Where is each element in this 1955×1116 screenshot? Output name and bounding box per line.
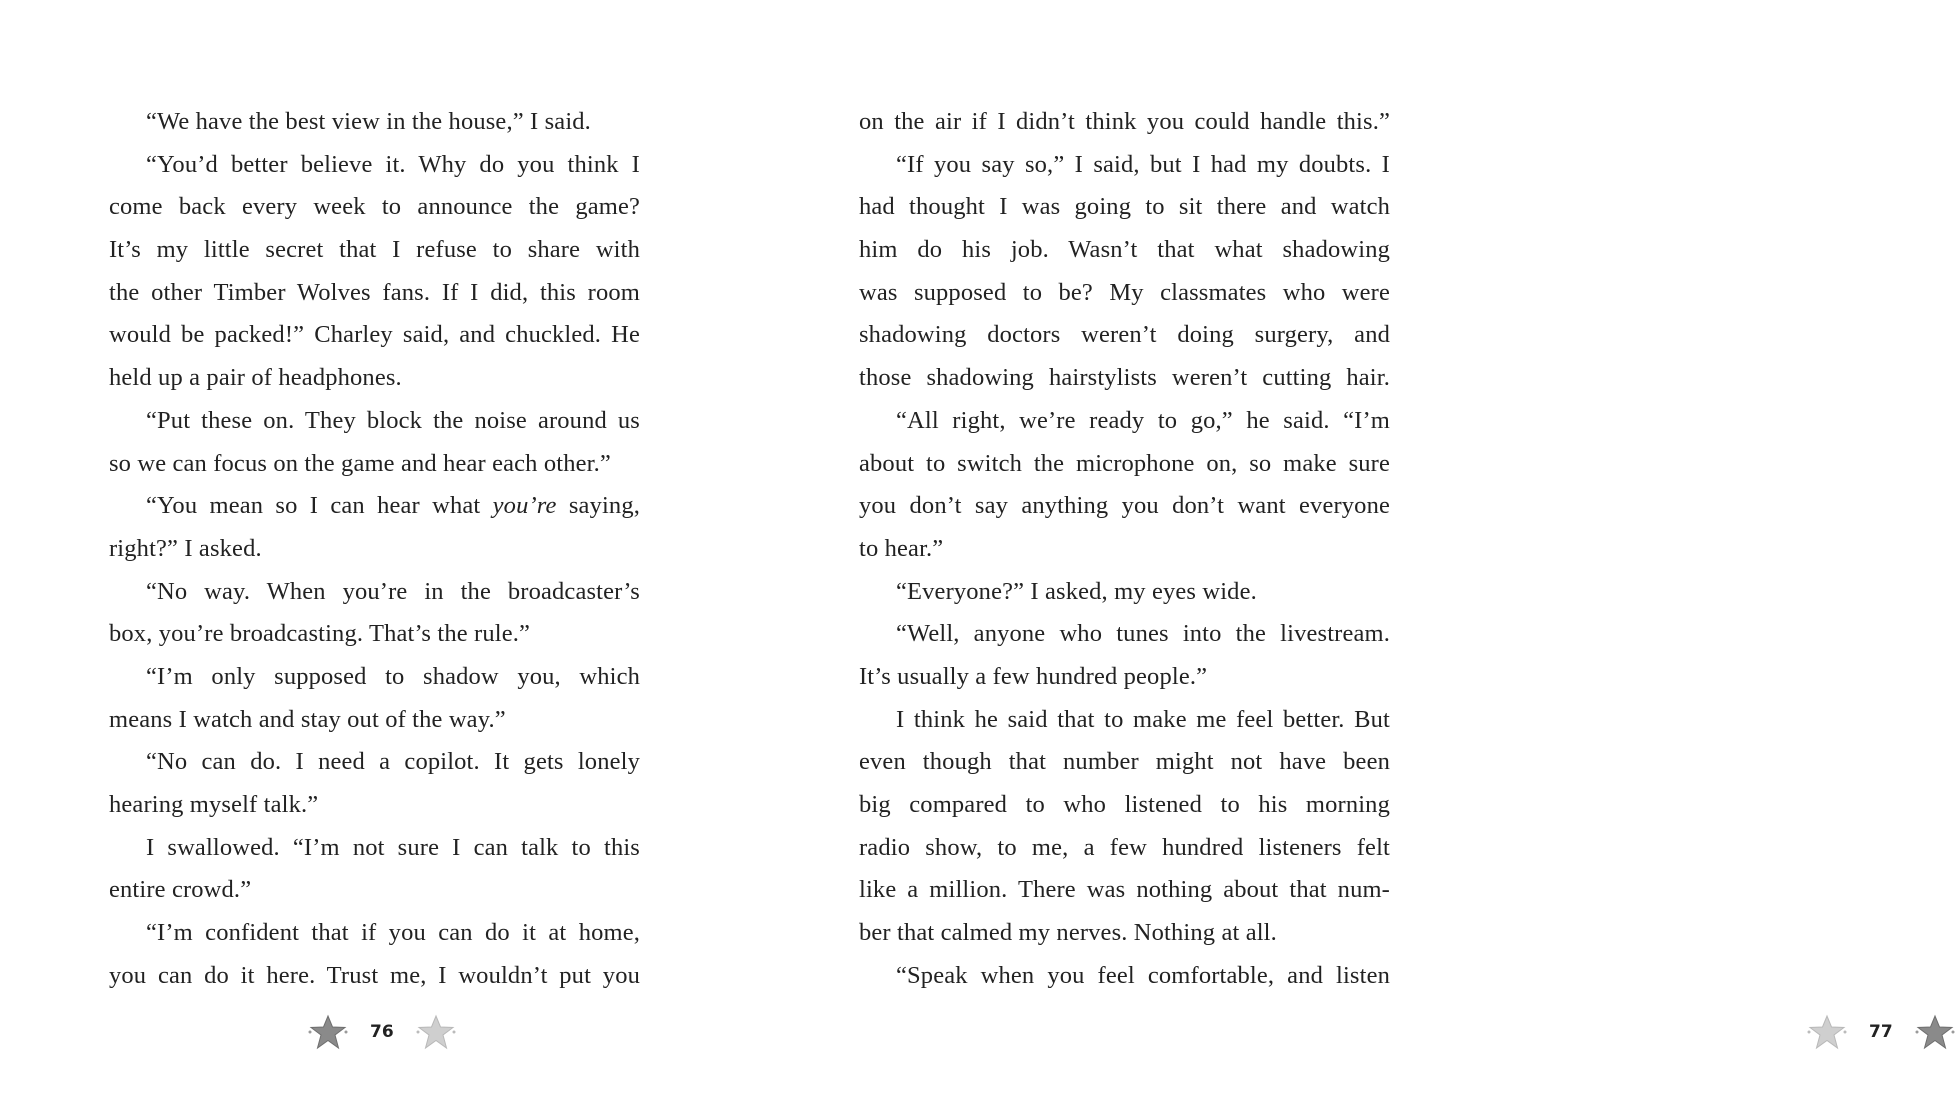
text-line: the other Timber Wolves fans. If I did, this room	[109, 278, 640, 306]
text-line: about to switch the microphone on, so make sure	[859, 449, 1390, 477]
text-segment: “You mean so I can hear what	[146, 492, 493, 520]
text-line: “Speak when you feel comfortable, and listen	[896, 961, 1390, 989]
text-line: would be packed!” Charley said, and chuckled. He	[109, 321, 640, 349]
text-line: means I watch and stay out of the way.”	[109, 705, 506, 733]
star-icon	[1915, 1014, 1955, 1050]
text-line: shadowing doctors weren’t doing surgery, and	[859, 321, 1390, 349]
left-page-text	[109, 101, 640, 997]
text-line: those shadowing hairstylists weren’t cutting hair.	[859, 364, 1390, 392]
text-line: “I’m only supposed to shadow you, which	[146, 662, 640, 690]
text-line: had thought I was going to sit there and watch	[859, 193, 1390, 221]
page-number: 76	[370, 1022, 394, 1042]
page-footer	[308, 1012, 456, 1052]
text-line: “You’d better believe it. Why do you think I	[146, 150, 640, 178]
text-line: “Well, anyone who tunes into the livestream.	[896, 620, 1390, 648]
text-line: him do his job. Wasn’t that what shadowing	[859, 236, 1390, 264]
text-line: It’s usually a few hundred people.”	[859, 662, 1208, 690]
left-page	[0, 0, 750, 1116]
text-line: “If you say so,” I said, but I had my doubts. I	[896, 150, 1390, 178]
text-line: “Put these on. They block the noise around us	[146, 406, 640, 434]
text-line: right?” I asked.	[109, 534, 262, 562]
text-line: come back every week to announce the game?	[109, 193, 640, 221]
star-icon	[1807, 1014, 1847, 1050]
star-icon	[308, 1014, 348, 1050]
italic-word: you’re	[492, 492, 557, 520]
text-line: I think he said that to make me feel better. But	[896, 705, 1390, 733]
text-line: on the air if I didn’t think you could handle this.”	[859, 108, 1390, 135]
page-footer	[1807, 1012, 1955, 1052]
text-line-with-italic	[109, 485, 640, 528]
text-line: “We have the best view in the house,” I said.	[146, 108, 591, 135]
text-line: entire crowd.”	[109, 876, 252, 904]
text-line: big compared to who listened to his morning	[859, 791, 1390, 818]
right-page-text	[859, 101, 1390, 997]
text-line: box, you’re broadcasting. That’s the rule.”	[109, 620, 531, 648]
text-line: I swallowed. “I’m not sure I can talk to this	[146, 833, 640, 861]
text-line: you can do it here. Trust me, I wouldn’t put you	[109, 961, 640, 989]
text-segment: saying,	[568, 492, 640, 520]
text-line: to hear.”	[859, 534, 944, 562]
star-icon	[416, 1014, 456, 1050]
text-line: radio show, to me, a few hundred listeners felt	[859, 833, 1390, 861]
page-number: 77	[1869, 1022, 1893, 1042]
text-line: It’s my little secret that I refuse to share with	[109, 236, 640, 264]
text-line: “All right, we’re ready to go,” he said. “I’m	[896, 406, 1390, 434]
text-line: “No way. When you’re in the broadcaster’s	[146, 577, 640, 605]
text-line: was supposed to be? My classmates who were	[859, 278, 1390, 306]
text-line: ber that calmed my nerves. Nothing at all.	[859, 919, 1277, 947]
text-line: “No can do. I need a copilot. It gets lonely	[146, 748, 640, 776]
text-line: hearing myself talk.”	[109, 791, 319, 818]
text-line: like a million. There was nothing about that num-	[859, 876, 1390, 904]
text-line: “I’m confident that if you can do it at home,	[146, 919, 640, 947]
text-line: you don’t say anything you don’t want everyone	[859, 492, 1390, 520]
right-page	[750, 0, 1893, 1116]
text-line: even though that number might not have been	[859, 748, 1390, 776]
text-line: “Everyone?” I asked, my eyes wide.	[896, 577, 1257, 605]
text-line: held up a pair of headphones.	[109, 364, 402, 392]
text-line: so we can focus on the game and hear each other.”	[109, 449, 611, 477]
